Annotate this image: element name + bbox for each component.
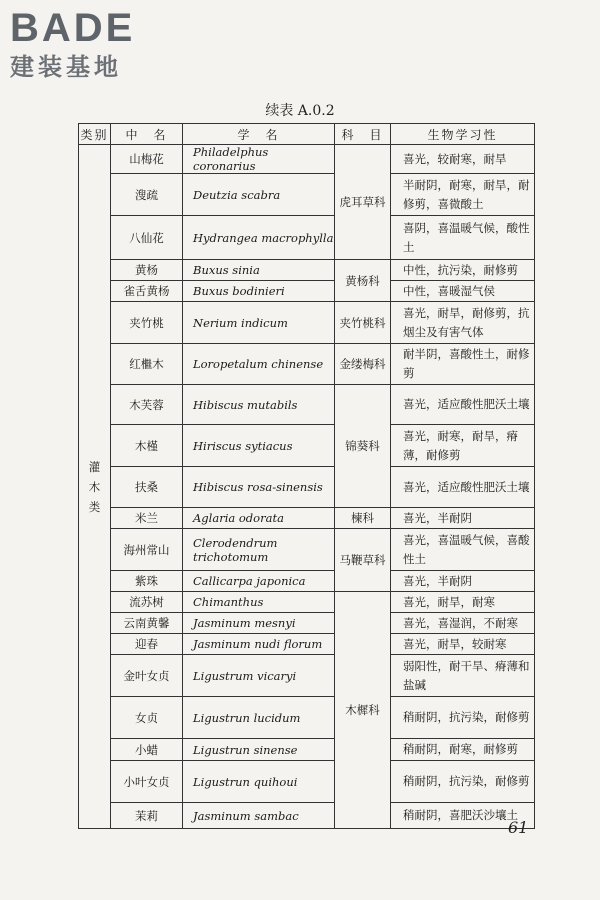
habit-cell: 稍耐阴，抗污染，耐修剪 [391,697,535,739]
header-row [79,124,535,145]
sci-name: Hiriscus sytiacus [183,425,335,467]
table-row [79,761,535,803]
category-char: 类 [88,499,101,514]
habit-cell: 喜光，半耐阴 [391,571,535,592]
habit-cell: 喜光，较耐寒，耐旱 [391,145,535,174]
sci-name: Callicarpa japonica [183,571,335,592]
table-row [79,739,535,761]
habit-cell: 喜光，耐旱，耐修剪，抗烟尘及有害气体 [391,302,535,344]
table-row [79,529,535,571]
cn-name: 云南黄馨 [111,613,183,634]
cn-name: 流苏树 [111,592,183,613]
sci-name: Chimanthus [183,592,335,613]
sci-name: Hydrangea macrophylla [183,216,335,260]
sci-name: Hibiscus mutabils [183,385,335,425]
table-row [79,613,535,634]
category-char: 木 [88,479,101,494]
table-row [79,803,535,829]
habit-cell: 稍耐阴，喜肥沃沙壤土 [391,803,535,829]
sci-name: Jasminum mesnyi [183,613,335,634]
habit-cell: 喜光，耐寒，耐旱，瘠薄，耐修剪 [391,425,535,467]
sci-name: Jasminum sambac [183,803,335,829]
cn-name: 米兰 [111,508,183,529]
sci-name: Ligustrun lucidum [183,697,335,739]
family-cell: 夹竹桃科 [335,302,391,344]
header-habit: 生物学习性 [391,124,535,145]
habit-cell: 喜光，耐旱，耐寒 [391,592,535,613]
family-cell: 虎耳草科 [335,145,391,260]
cn-name: 雀舌黄杨 [111,281,183,302]
cn-name: 八仙花 [111,216,183,260]
table-caption: 续表 A.0.2 [265,103,335,119]
plant-table [78,123,535,829]
table-row [79,145,535,174]
cn-name: 扶桑 [111,467,183,508]
sci-name: Jasminum nudi florum [183,634,335,655]
habit-cell: 稍耐阴，耐寒，耐修剪 [391,739,535,761]
category-char: 灌 [88,459,101,474]
sci-name: Ligustrun sinense [183,739,335,761]
family-cell: 黄杨科 [335,260,391,302]
family-cell: 楝科 [335,508,391,529]
cn-name: 木芙蓉 [111,385,183,425]
table-row [79,281,535,302]
cn-name: 金叶女贞 [111,655,183,697]
table-row [79,634,535,655]
habit-cell: 中性，抗污染，耐修剪 [391,260,535,281]
cn-name: 小蜡 [111,739,183,761]
cn-name: 迎春 [111,634,183,655]
cn-name: 山梅花 [111,145,183,174]
table-row [79,592,535,613]
cn-name: 红檵木 [111,344,183,385]
table-row [79,344,535,385]
cn-name: 木槿 [111,425,183,467]
sci-name: Buxus bodinieri [183,281,335,302]
habit-cell: 中性，喜暖湿气侯 [391,281,535,302]
sci-name: Nerium indicum [183,302,335,344]
sci-name: Ligustrun quihoui [183,761,335,803]
cn-name: 小叶女贞 [111,761,183,803]
sci-name: Hibiscus rosa-sinensis [183,467,335,508]
habit-cell: 稍耐阴，抗污染，耐修剪 [391,761,535,803]
habit-cell: 喜光，喜温暖气候，喜酸性土 [391,529,535,571]
category-cell [79,145,111,829]
table-row [79,655,535,697]
table-row [79,697,535,739]
header-sci-name: 学 名 [183,124,335,145]
family-cell: 马鞭草科 [335,529,391,592]
table-row [79,571,535,592]
header-category: 类别 [79,124,111,145]
cn-name: 女贞 [111,697,183,739]
habit-cell: 耐半阴，喜酸性土，耐修剪 [391,344,535,385]
table-row [79,508,535,529]
cn-name: 溲疏 [111,174,183,216]
table-row [79,260,535,281]
habit-cell: 喜光，耐旱，较耐寒 [391,634,535,655]
bade-logo [10,6,135,82]
sci-name: Philadelphus coronarius [183,145,335,174]
header-cn-name: 中 名 [111,124,183,145]
cn-name: 茉莉 [111,803,183,829]
table-row [79,216,535,260]
habit-cell: 喜阴，喜温暖气候，酸性土 [391,216,535,260]
family-cell: 金缕梅科 [335,344,391,385]
sci-name: Buxus sinia [183,260,335,281]
habit-cell: 半耐阴，耐寒，耐旱，耐修剪，喜微酸土 [391,174,535,216]
header-family: 科 目 [335,124,391,145]
habit-cell: 喜光，适应酸性肥沃土壤 [391,467,535,508]
table-row [79,425,535,467]
sci-name: Clerodendrum trichotomum [183,529,335,571]
sci-name: Loropetalum chinense [183,344,335,385]
cn-name: 紫珠 [111,571,183,592]
cn-name: 夹竹桃 [111,302,183,344]
habit-cell: 弱阳性，耐干旱、瘠薄和盐碱 [391,655,535,697]
habit-cell: 喜光，半耐阴 [391,508,535,529]
family-cell: 木樨科 [335,592,391,829]
logo-wordmark: BADE [10,6,136,50]
logo-subtitle: 建装基地 [10,53,122,81]
page-number: 61 [508,818,529,837]
table-row [79,174,535,216]
habit-cell: 喜光，喜湿润，不耐寒 [391,613,535,634]
table-row [79,385,535,425]
sci-name: Ligustrum vicaryi [183,655,335,697]
habit-cell: 喜光，适应酸性肥沃土壤 [391,385,535,425]
table-row [79,467,535,508]
sci-name: Aglaria odorata [183,508,335,529]
sci-name: Deutzia scabra [183,174,335,216]
table-row [79,302,535,344]
cn-name: 黄杨 [111,260,183,281]
cn-name: 海州常山 [111,529,183,571]
family-cell: 锦葵科 [335,385,391,508]
